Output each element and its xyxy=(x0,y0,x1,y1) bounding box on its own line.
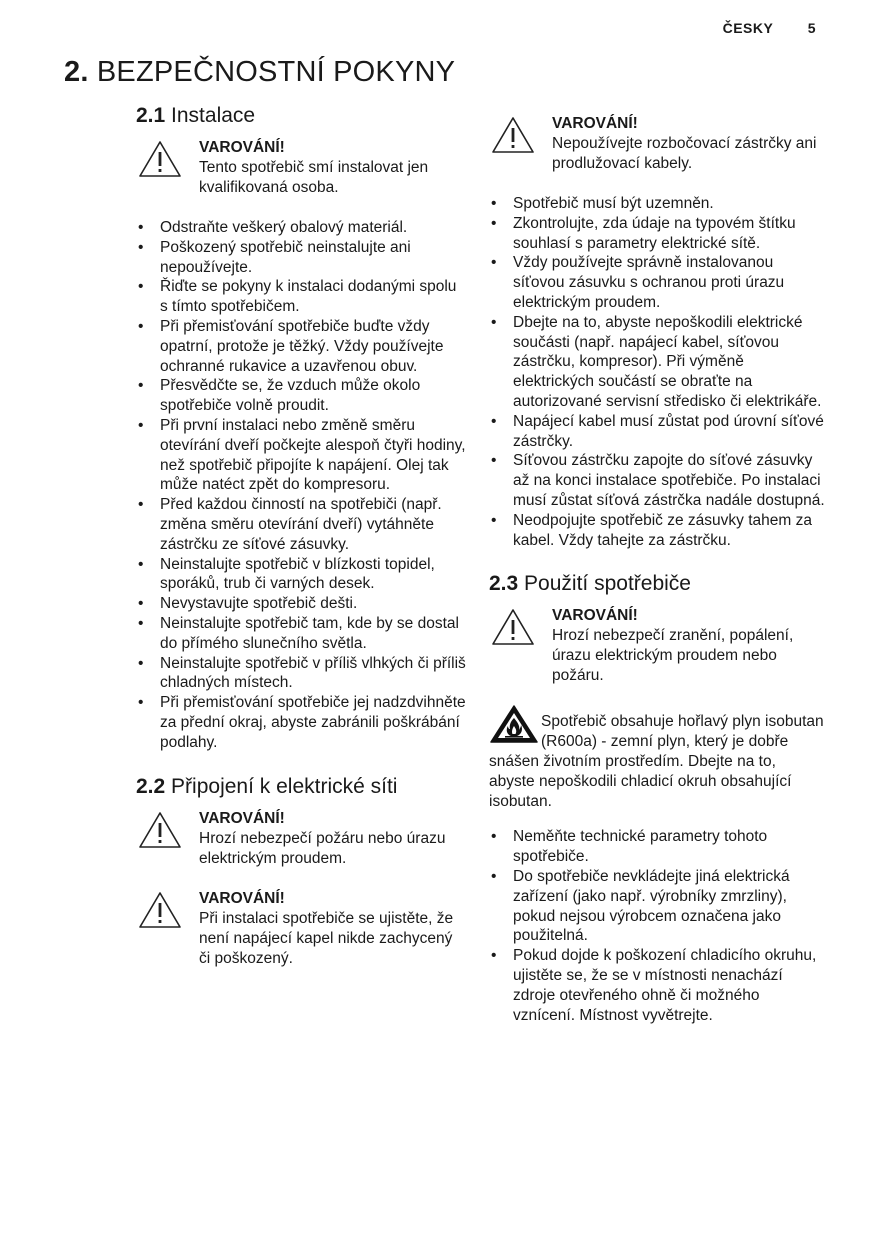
electrical-list xyxy=(489,194,825,550)
list-item: • Zkontrolujte, zda údaje na typovém štítku souhlasí s parametry elektrické sítě. xyxy=(489,214,825,254)
section-title: Instalace xyxy=(171,104,256,127)
section-number: 2.2 xyxy=(136,774,166,798)
list-item: • Při první instalaci nebo změně směru otevírání dveří počkejte alespoň čtyři hodiny, než spotřebič připojíte k napájení. Olej tak může natéct zpět do kompresoru. xyxy=(136,416,466,495)
page-header xyxy=(723,20,816,36)
section-title: Použití spotřebiče xyxy=(524,572,691,596)
installation-list xyxy=(136,218,466,753)
list-item: • Neinstalujte spotřebič tam, kde by se dostal do přímého slunečního světla. xyxy=(136,614,466,654)
warning-text: Nepoužívejte rozbočovací zástrčky ani prodlužovací kabely. xyxy=(552,135,817,172)
language-label: ČESKY xyxy=(722,20,774,36)
warning-triangle-icon xyxy=(138,140,182,178)
warning-title: VAROVÁNÍ! xyxy=(199,889,285,907)
list-item: • Neměňte technické parametry tohoto spotřebiče. xyxy=(489,827,825,867)
warning-text: Hrozí nebezpečí požáru nebo úrazu elektrickým proudem. xyxy=(199,829,446,867)
right-column xyxy=(489,114,825,1041)
page-number: 5 xyxy=(807,20,816,36)
warning-triangle-icon xyxy=(491,608,535,646)
warning-box xyxy=(489,606,825,686)
list-item: • Při přemisťování spotřebiče buďte vždy opatrní, protože je těžký. Vždy používejte ochranné rukavice a uzavřenou obuv. xyxy=(136,317,466,376)
chapter-title xyxy=(64,56,455,89)
list-item: • Odstraňte veškerý obalový materiál. xyxy=(136,218,466,238)
section-number: 2.3 xyxy=(489,572,519,596)
list-item: • Vždy používejte správně instalovanou síťovou zásuvku s ochranou proti úrazu elektrickým proudem. xyxy=(489,253,825,312)
list-item: • Síťovou zástrčku zapojte do síťové zásuvky až na konci instalace spotřebiče. Po instalaci musí zůstat síťová zástrčka nadále dostupná. xyxy=(489,451,825,510)
warning-title: VAROVÁNÍ! xyxy=(199,139,285,156)
list-item: • Napájecí kabel musí zůstat pod úrovní síťové zástrčky. xyxy=(489,412,825,452)
warning-triangle-icon xyxy=(138,811,182,849)
warning-box xyxy=(136,889,466,969)
chapter-number: 2. xyxy=(64,56,89,88)
list-item: • Nevystavujte spotřebič dešti. xyxy=(136,594,466,614)
section-number: 2.1 xyxy=(136,104,166,127)
list-item: • Poškozený spotřebič neinstalujte ani nepoužívejte. xyxy=(136,238,466,278)
warning-box xyxy=(136,138,466,198)
warning-text: Hrozí nebezpečí zranění, popálení, úrazu elektrickým proudem nebo požáru. xyxy=(552,627,794,685)
section-title: Připojení k elektrické síti xyxy=(171,774,398,798)
list-item: • Řiďte se pokyny k instalaci dodanými spolu s tímto spotřebičem. xyxy=(136,277,466,317)
warning-text: Při instalaci spotřebiče se ujistěte, že není napájecí kapel nikde zachycený či poškozený. xyxy=(199,909,454,967)
flammable-note xyxy=(489,712,825,811)
warning-title: VAROVÁNÍ! xyxy=(199,809,285,827)
warning-title: VAROVÁNÍ! xyxy=(552,607,638,625)
usage-list xyxy=(489,827,825,1025)
warning-triangle-icon xyxy=(138,891,182,929)
list-item: • Před každou činností na spotřebiči (např. změna směru otevírání dveří) vytáhněte zástrčku ze síťové zásuvky. xyxy=(136,495,466,554)
list-item: • Dbejte na to, abyste nepoškodili elektrické součásti (např. napájecí kabel, síťovou zástrčku, kompresor). Při výměně elektrických součástí se obraťte na autorizované servisní středisko či elektrikáře. xyxy=(489,313,825,412)
list-item: • Přesvědčte se, že vzduch může okolo spotřebiče volně proudit. xyxy=(136,376,466,416)
list-item: • Pokud dojde k poškození chladicího okruhu, ujistěte se, že se v místnosti nenachází zdroje otevřeného ohně či možného vznícení. Místnost vyvětrejte. xyxy=(489,946,825,1025)
warning-triangle-icon xyxy=(491,116,535,154)
section-2-3-heading xyxy=(489,572,825,596)
warning-title: VAROVÁNÍ! xyxy=(552,115,638,132)
warning-text: Tento spotřebič smí instalovat jen kvalifikovaná osoba. xyxy=(199,159,429,196)
warning-box xyxy=(136,809,466,869)
list-item: • Do spotřebiče nevkládejte jiná elektrická zařízení (jako např. výrobníky zmrzliny), pokud nejsou výrobcem označena jako použitelná. xyxy=(489,867,825,946)
list-item: • Neinstalujte spotřebič v blízkosti topidel, sporáků, trub či varných desek. xyxy=(136,555,466,595)
list-item: • Neinstalujte spotřebič v příliš vlhkých či příliš chladných místech. xyxy=(136,654,466,694)
warning-box xyxy=(489,114,825,174)
section-2-1-heading xyxy=(136,104,466,128)
section-2-2-heading xyxy=(136,775,466,799)
list-item: • Při přemisťování spotřebiče jej nadzdvihněte za přední okraj, abyste zabránili poškrábání podlahy. xyxy=(136,693,466,752)
flammable-warning-icon xyxy=(489,704,539,744)
chapter-title-text: BEZPEČNOSTNÍ POKYNY xyxy=(96,56,456,88)
list-item: • Spotřebič musí být uzemněn. xyxy=(489,194,825,214)
flammable-note-text: Spotřebič obsahuje hořlavý plyn isobutan (R600a) - zemní plyn, který je dobře snášen životním prostředím. Dbejte na to, abyste nepoškodili chladicí okruh obsahující isobutan. xyxy=(489,713,824,810)
list-item: • Neodpojujte spotřebič ze zásuvky tahem za kabel. Vždy tahejte za zástrčku. xyxy=(489,511,825,551)
left-column xyxy=(136,104,466,989)
